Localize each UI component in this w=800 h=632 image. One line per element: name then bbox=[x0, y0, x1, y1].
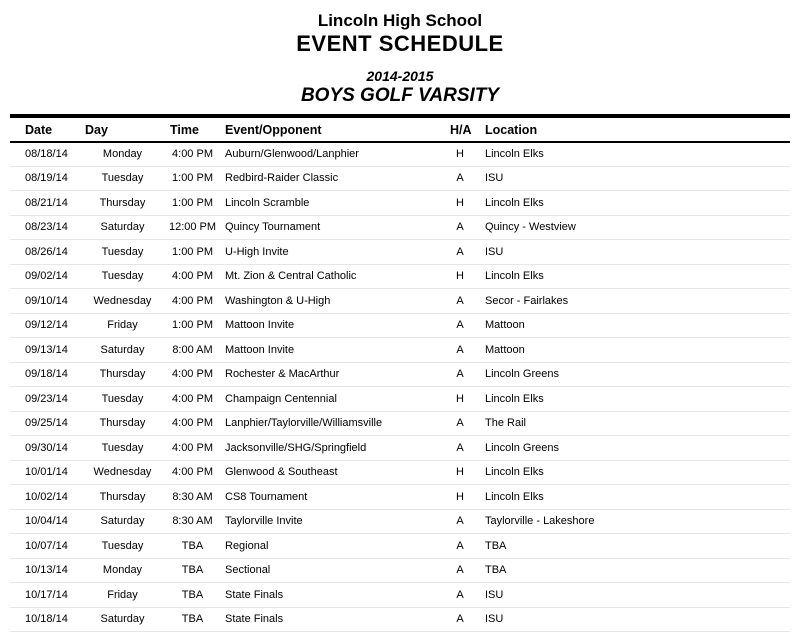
table-row bbox=[10, 387, 790, 412]
cell-time: 4:00 PM bbox=[172, 148, 213, 161]
cell-location: TBA bbox=[485, 539, 507, 552]
cell-home-away: A bbox=[456, 515, 464, 528]
cell-date: 10/01/14 bbox=[25, 466, 68, 479]
cell-location: Lincoln Elks bbox=[485, 270, 544, 283]
cell-location: Lincoln Elks bbox=[485, 392, 544, 405]
team-label: BOYS GOLF VARSITY bbox=[300, 84, 500, 106]
cell-date: 08/26/14 bbox=[25, 245, 68, 258]
cell-location: Lincoln Elks bbox=[485, 490, 544, 503]
cell-home-away: A bbox=[456, 588, 464, 601]
cell-home-away: A bbox=[456, 417, 464, 430]
cell-date: 09/13/14 bbox=[25, 343, 68, 356]
cell-event: Lanphier/Taylorville/Williamsville bbox=[225, 417, 383, 430]
cell-day: Thursday bbox=[99, 368, 146, 381]
cell-home-away: A bbox=[456, 441, 464, 454]
col-header-ha: H/A bbox=[450, 122, 472, 137]
cell-day: Monday bbox=[102, 564, 143, 577]
cell-home-away: A bbox=[456, 172, 464, 185]
cell-day: Friday bbox=[107, 588, 138, 601]
cell-day: Wednesday bbox=[93, 466, 152, 479]
cell-time: 4:00 PM bbox=[172, 368, 213, 381]
season-label: 2014-2015 bbox=[366, 67, 434, 84]
cell-location: Mattoon bbox=[485, 319, 525, 332]
cell-home-away: A bbox=[456, 343, 464, 356]
cell-event: Lincoln Scramble bbox=[225, 196, 310, 209]
cell-location: Quincy - Westview bbox=[485, 221, 576, 234]
cell-date: 10/18/14 bbox=[25, 613, 68, 626]
cell-time: 4:00 PM bbox=[172, 417, 213, 430]
cell-date: 08/23/14 bbox=[25, 221, 68, 234]
cell-location: TBA bbox=[485, 564, 507, 577]
cell-day: Tuesday bbox=[101, 172, 144, 185]
col-header-date: Date bbox=[25, 122, 53, 137]
cell-day: Tuesday bbox=[101, 392, 144, 405]
cell-day: Friday bbox=[107, 319, 138, 332]
cell-home-away: H bbox=[456, 490, 464, 503]
cell-event: Washington & U-High bbox=[225, 294, 331, 307]
table-row bbox=[10, 583, 790, 608]
cell-time: 1:00 PM bbox=[172, 172, 213, 185]
cell-location: ISU bbox=[485, 613, 504, 626]
cell-time: TBA bbox=[181, 539, 204, 552]
cell-time: TBA bbox=[181, 588, 204, 601]
table-row bbox=[10, 534, 790, 559]
cell-home-away: A bbox=[456, 245, 464, 258]
cell-time: 8:30 AM bbox=[172, 515, 213, 528]
table-row bbox=[10, 289, 790, 314]
col-header-location: Location bbox=[485, 122, 538, 137]
cell-home-away: A bbox=[456, 564, 464, 577]
cell-date: 09/18/14 bbox=[25, 368, 68, 381]
cell-event: Auburn/Glenwood/Lanphier bbox=[225, 148, 359, 161]
cell-day: Thursday bbox=[99, 196, 146, 209]
cell-time: 8:30 AM bbox=[172, 490, 213, 503]
cell-event: Mattoon Invite bbox=[225, 319, 295, 332]
cell-date: 10/02/14 bbox=[25, 490, 68, 503]
schedule-body bbox=[10, 142, 790, 632]
table-row bbox=[10, 338, 790, 363]
cell-time: 4:00 PM bbox=[172, 294, 213, 307]
cell-location: The Rail bbox=[485, 417, 526, 430]
cell-day: Tuesday bbox=[101, 441, 144, 454]
table-row bbox=[10, 313, 790, 338]
cell-event: Taylorville Invite bbox=[225, 515, 303, 528]
cell-event: Redbird-Raider Classic bbox=[225, 172, 339, 185]
table-row bbox=[10, 460, 790, 485]
school-name: Lincoln High School bbox=[317, 11, 483, 30]
cell-location: Secor - Fairlakes bbox=[485, 294, 569, 307]
cell-home-away: H bbox=[456, 148, 464, 161]
cell-day: Saturday bbox=[100, 343, 145, 356]
schedule-header bbox=[10, 116, 790, 142]
cell-date: 08/18/14 bbox=[25, 148, 68, 161]
table-row bbox=[10, 436, 790, 461]
table-row bbox=[10, 215, 790, 240]
cell-day: Tuesday bbox=[101, 539, 144, 552]
cell-time: 4:00 PM bbox=[172, 270, 213, 283]
cell-day: Thursday bbox=[99, 490, 146, 503]
cell-event: Mt. Zion & Central Catholic bbox=[225, 270, 357, 283]
cell-home-away: A bbox=[456, 368, 464, 381]
table-row bbox=[10, 142, 790, 167]
cell-event: State Finals bbox=[225, 588, 284, 601]
cell-date: 10/17/14 bbox=[25, 588, 68, 601]
cell-time: 8:00 AM bbox=[172, 343, 213, 356]
cell-event: Mattoon Invite bbox=[225, 343, 295, 356]
cell-day: Saturday bbox=[100, 613, 145, 626]
cell-day: Wednesday bbox=[93, 294, 152, 307]
schedule-table bbox=[10, 114, 790, 632]
table-row bbox=[10, 166, 790, 191]
cell-day: Thursday bbox=[99, 417, 146, 430]
table-row bbox=[10, 411, 790, 436]
cell-location: Taylorville - Lakeshore bbox=[485, 515, 595, 528]
cell-location: ISU bbox=[485, 245, 504, 258]
cell-location: Lincoln Elks bbox=[485, 196, 544, 209]
col-header-time: Time bbox=[170, 122, 199, 137]
cell-time: 1:00 PM bbox=[172, 196, 213, 209]
cell-location: Mattoon bbox=[485, 343, 525, 356]
header-row bbox=[10, 116, 790, 142]
table-row bbox=[10, 362, 790, 387]
cell-date: 08/19/14 bbox=[25, 172, 68, 185]
cell-home-away: A bbox=[456, 613, 464, 626]
cell-location: Lincoln Greens bbox=[485, 441, 559, 454]
cell-date: 10/04/14 bbox=[25, 515, 68, 528]
table-row bbox=[10, 509, 790, 534]
cell-location: ISU bbox=[485, 588, 504, 601]
cell-location: Lincoln Elks bbox=[485, 466, 544, 479]
cell-home-away: H bbox=[456, 466, 464, 479]
table-row bbox=[10, 264, 790, 289]
table-row bbox=[10, 240, 790, 265]
cell-home-away: H bbox=[456, 196, 464, 209]
col-header-day: Day bbox=[85, 122, 108, 137]
cell-time: 12:00 PM bbox=[168, 221, 217, 234]
cell-event: Champaign Centennial bbox=[225, 392, 337, 405]
cell-date: 09/12/14 bbox=[25, 319, 68, 332]
col-header-event: Event/Opponent bbox=[225, 122, 322, 137]
cell-date: 09/10/14 bbox=[25, 294, 68, 307]
cell-location: Lincoln Elks bbox=[485, 148, 544, 161]
page-title: EVENT SCHEDULE bbox=[296, 31, 504, 57]
cell-event: Sectional bbox=[225, 564, 271, 577]
cell-time: TBA bbox=[181, 564, 204, 577]
cell-home-away: A bbox=[456, 319, 464, 332]
cell-date: 10/07/14 bbox=[25, 539, 68, 552]
table-row bbox=[10, 485, 790, 510]
cell-event: State Finals bbox=[225, 613, 284, 626]
cell-time: 4:00 PM bbox=[172, 392, 213, 405]
cell-time: 1:00 PM bbox=[172, 319, 213, 332]
cell-event: Glenwood & Southeast bbox=[225, 466, 338, 479]
cell-location: Lincoln Greens bbox=[485, 368, 559, 381]
cell-event: U-High Invite bbox=[225, 245, 289, 258]
cell-home-away: H bbox=[456, 270, 464, 283]
cell-event: CS8 Tournament bbox=[225, 490, 308, 503]
table-row bbox=[10, 191, 790, 216]
cell-time: 4:00 PM bbox=[172, 466, 213, 479]
cell-day: Tuesday bbox=[101, 245, 144, 258]
cell-date: 09/25/14 bbox=[25, 417, 68, 430]
cell-time: 4:00 PM bbox=[172, 441, 213, 454]
cell-event: Jacksonville/SHG/Springfield bbox=[225, 441, 367, 454]
cell-home-away: H bbox=[456, 392, 464, 405]
cell-date: 09/30/14 bbox=[25, 441, 68, 454]
cell-date: 09/02/14 bbox=[25, 270, 68, 283]
cell-event: Quincy Tournament bbox=[225, 221, 321, 234]
cell-event: Regional bbox=[225, 539, 269, 552]
page-header bbox=[0, 0, 800, 108]
cell-day: Tuesday bbox=[101, 270, 144, 283]
cell-time: 1:00 PM bbox=[172, 245, 213, 258]
cell-home-away: A bbox=[456, 539, 464, 552]
cell-time: TBA bbox=[181, 613, 204, 626]
cell-day: Saturday bbox=[100, 221, 145, 234]
cell-home-away: A bbox=[456, 294, 464, 307]
table-row bbox=[10, 607, 790, 632]
table-row bbox=[10, 558, 790, 583]
cell-day: Saturday bbox=[100, 515, 145, 528]
cell-home-away: A bbox=[456, 221, 464, 234]
cell-event: Rochester & MacArthur bbox=[225, 368, 340, 381]
cell-date: 10/13/14 bbox=[25, 564, 68, 577]
cell-location: ISU bbox=[485, 172, 504, 185]
cell-date: 09/23/14 bbox=[25, 392, 68, 405]
cell-date: 08/21/14 bbox=[25, 196, 68, 209]
cell-day: Monday bbox=[102, 148, 143, 161]
